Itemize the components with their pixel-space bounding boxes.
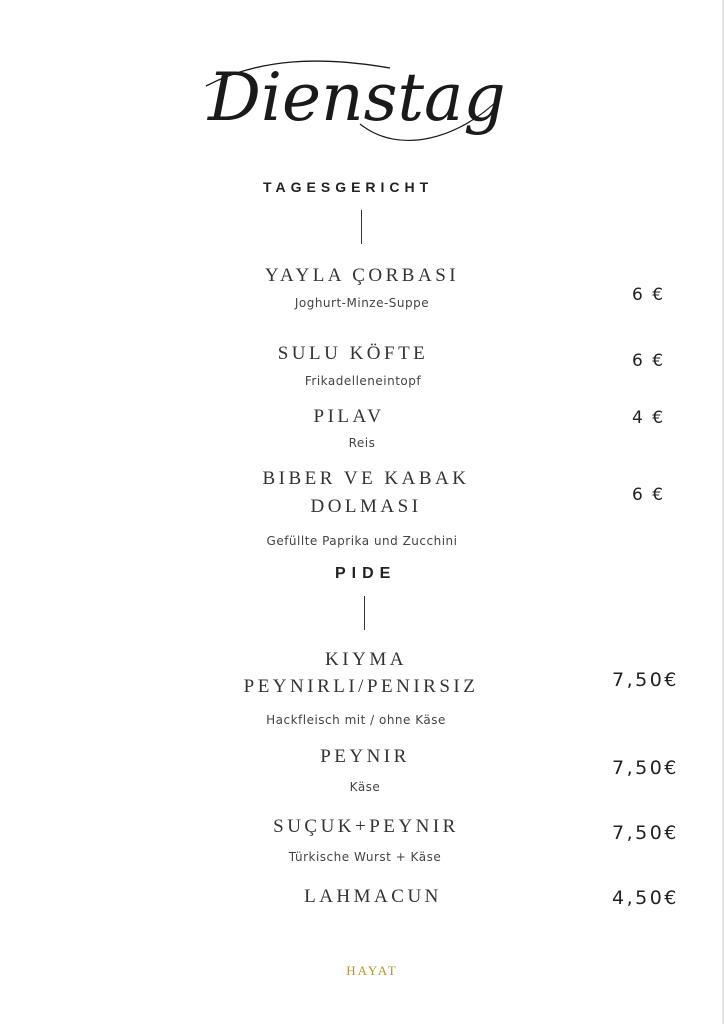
dish-description: Joghurt-Minze-Suppe <box>294 296 430 310</box>
dish-name: SUÇUK+PEYNIR <box>273 816 459 837</box>
dish-name: SULU KÖFTE <box>277 343 429 364</box>
dish-price: 6 € <box>632 351 666 371</box>
section-heading-pide: PIDE <box>335 565 397 582</box>
dish-price: 4,50€ <box>612 887 679 909</box>
dish-name-line2: DOLMASI <box>310 496 422 517</box>
dish-name: PILAV <box>313 406 385 427</box>
dish-price: 7,50€ <box>612 669 679 691</box>
footer-brand: HAYAT <box>346 963 398 978</box>
title-text: Dienstag <box>208 59 506 136</box>
dish-description: Reis <box>348 436 376 450</box>
dish-description: Frikadelleneintopf <box>304 374 422 388</box>
dish-price: 7,50€ <box>612 757 679 779</box>
dish-price: 6 € <box>632 285 666 305</box>
dish-price: 7,50€ <box>612 822 679 844</box>
dish-description: Hackfleisch mit / ohne Käse <box>266 713 446 727</box>
dish-price: 6 € <box>632 485 666 505</box>
dish-name: LAHMACUN <box>304 886 442 907</box>
dish-description: Gefüllte Paprika und Zucchini <box>266 534 458 548</box>
dish-price: 4 € <box>632 408 666 428</box>
title-dienstag <box>200 28 530 168</box>
dish-description: Türkische Wurst + Käse <box>288 850 442 864</box>
dish-description: Käse <box>349 780 381 794</box>
section-divider <box>364 596 365 630</box>
dish-name: PEYNIR <box>320 746 410 767</box>
dish-name-line1: BIBER VE KABAK <box>262 468 470 489</box>
section-divider <box>361 210 362 244</box>
section-heading-tagesgericht: TAGESGERICHT <box>263 179 434 195</box>
dish-name: YAYLA ÇORBASI <box>264 265 460 286</box>
dish-name-line1: KIYMA <box>325 649 407 670</box>
dish-name-line2: PEYNIRLI/PENIRSIZ <box>243 676 479 697</box>
